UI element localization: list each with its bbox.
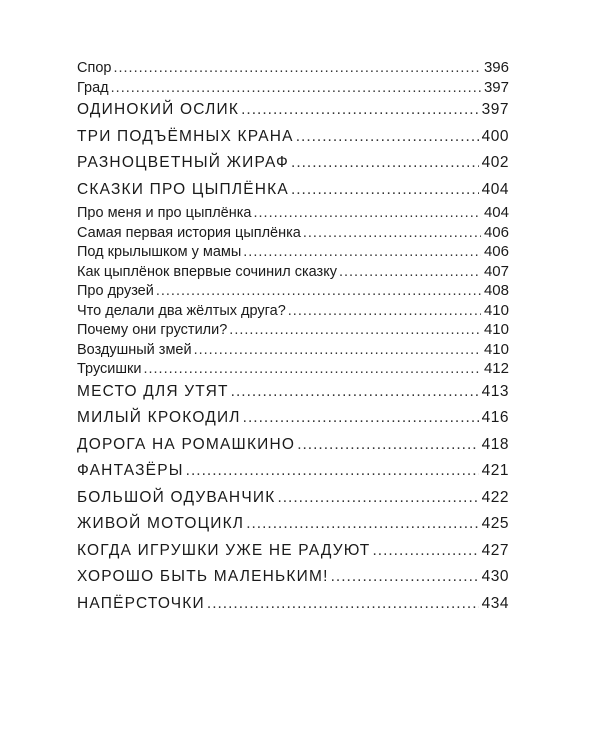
toc-entry-pochemu-grustili xyxy=(77,320,509,340)
dot-leader xyxy=(113,59,481,79)
toc-entry-milyy-krokodil xyxy=(77,405,509,432)
toc-entry-title: ДОРОГА НА РОМАШКИНО xyxy=(77,435,296,453)
toc-entry-kak-cyplenok xyxy=(77,262,509,282)
toc-entry-grad xyxy=(77,78,509,98)
toc-entry-title: Воздушный змей xyxy=(77,341,192,358)
toc-entry-trusishki xyxy=(77,359,509,379)
toc-entry-title: ФАНТАЗЁРЫ xyxy=(77,462,184,479)
toc-entry-title: ТРИ ПОДЪЁМНЫХ КРАНА xyxy=(77,127,294,145)
toc-entry-page: 416 xyxy=(481,409,509,426)
toc-entry-pod-krylyshkom xyxy=(77,242,509,262)
dot-leader xyxy=(246,511,478,538)
dot-leader xyxy=(253,204,480,224)
toc-entry-title: РАЗНОЦВЕТНЫЙ ЖИРАФ xyxy=(77,154,290,171)
toc-entry-naperstochki xyxy=(77,591,509,618)
toc-entry-page: 397 xyxy=(481,101,509,118)
toc-entry-page: 430 xyxy=(481,568,509,585)
dot-leader xyxy=(231,379,479,406)
dot-leader xyxy=(241,97,479,124)
toc-entry-page: 410 xyxy=(483,340,509,358)
dot-leader xyxy=(243,243,481,263)
toc-entry-title: Под крылышком у мамы xyxy=(77,244,242,260)
toc-entry-pro-druzey xyxy=(77,281,509,301)
dot-leader xyxy=(339,263,481,283)
dot-leader xyxy=(372,538,478,565)
toc-entry-page: 434 xyxy=(481,594,509,612)
toc-entry-page: 421 xyxy=(481,462,509,479)
toc-entry-page: 402 xyxy=(481,154,509,171)
toc-entry-page: 396 xyxy=(483,59,509,76)
toc-entry-raznocvetnyy-zhiraf xyxy=(77,150,509,177)
toc-entry-page: 425 xyxy=(481,515,509,532)
toc-entry-page: 400 xyxy=(481,127,509,145)
toc-entry-page: 422 xyxy=(481,488,509,506)
dot-leader xyxy=(297,432,478,459)
toc-entry-page: 397 xyxy=(483,78,509,96)
toc-entry-title: ЖИВОЙ МОТОЦИКЛ xyxy=(77,515,245,532)
toc-entry-page: 412 xyxy=(483,360,509,377)
toc-entry-title: МИЛЫЙ КРОКОДИЛ xyxy=(77,409,241,426)
dot-leader xyxy=(291,150,479,177)
toc-entry-spor xyxy=(77,58,509,78)
dot-leader xyxy=(143,360,481,380)
toc-entry-page: 427 xyxy=(481,541,509,559)
toc-entry-mesto-dlya-utyat xyxy=(77,379,509,406)
toc-entry-kogda-igrushki xyxy=(77,538,509,565)
toc-entry-title: Самая первая история цыплёнка xyxy=(77,224,301,241)
dot-leader xyxy=(194,341,481,361)
toc-entry-title: СКАЗКИ ПРО ЦЫПЛЁНКА xyxy=(77,180,289,198)
dot-leader xyxy=(243,405,479,432)
toc-entry-page: 404 xyxy=(481,180,509,198)
toc-entry-fantazery xyxy=(77,458,509,485)
toc-entry-page: 413 xyxy=(481,382,509,400)
toc-entry-title: Почему они грустили? xyxy=(77,322,228,338)
toc-entry-title: Что делали два жёлтых друга? xyxy=(77,302,286,319)
toc-entry-samaya-pervaya xyxy=(77,223,509,243)
dot-leader xyxy=(111,79,481,99)
toc-entry-page: 406 xyxy=(483,223,509,241)
toc-entry-title: МЕСТО ДЛЯ УТЯТ xyxy=(77,382,229,400)
toc-entry-vozdushnyy-zmey xyxy=(77,340,509,360)
toc-entry-title: КОГДА ИГРУШКИ УЖЕ НЕ РАДУЮТ xyxy=(77,541,371,559)
toc-entry-chto-delali xyxy=(77,301,509,321)
toc-entry-title: Про друзей xyxy=(77,283,154,299)
dot-leader xyxy=(277,485,478,512)
toc-entry-title: Спор xyxy=(77,60,112,76)
toc-entry-page: 404 xyxy=(483,204,509,221)
table-of-contents xyxy=(77,58,509,617)
toc-entry-page: 406 xyxy=(483,243,509,260)
dot-leader xyxy=(156,282,481,302)
toc-entry-doroga-na-romashkino xyxy=(77,432,509,459)
dot-leader xyxy=(207,591,479,618)
toc-entry-title: Трусишки xyxy=(77,361,142,377)
toc-entry-title: Про меня и про цыплёнка xyxy=(77,205,252,221)
dot-leader xyxy=(303,224,481,244)
dot-leader xyxy=(288,302,481,322)
toc-entry-title: Град xyxy=(77,79,109,96)
toc-entry-tri-podyomnyh-krana xyxy=(77,124,509,151)
dot-leader xyxy=(296,124,479,151)
toc-entry-title: БОЛЬШОЙ ОДУВАНЧИК xyxy=(77,488,276,506)
dot-leader xyxy=(331,564,479,591)
toc-entry-bolshoy-oduvanchik xyxy=(77,485,509,512)
toc-entry-page: 418 xyxy=(481,435,509,453)
toc-entry-skazki-pro-cyplenka xyxy=(77,177,509,204)
toc-entry-zhivoy-mototsikl xyxy=(77,511,509,538)
toc-entry-title: НАПЁРСТОЧКИ xyxy=(77,594,205,612)
toc-entry-title: ХОРОШО БЫТЬ МАЛЕНЬКИМ! xyxy=(77,568,329,585)
dot-leader xyxy=(186,458,479,485)
dot-leader xyxy=(291,177,479,204)
toc-entry-title: ОДИНОКИЙ ОСЛИК xyxy=(77,101,240,118)
toc-entry-pro-menya xyxy=(77,203,509,223)
toc-entry-page: 407 xyxy=(483,262,509,280)
dot-leader xyxy=(229,321,481,341)
toc-entry-title: Как цыплёнок впервые сочинил сказку xyxy=(77,263,337,280)
toc-entry-odinokiy-oslik xyxy=(77,97,509,124)
toc-entry-page: 408 xyxy=(483,282,509,299)
toc-entry-page: 410 xyxy=(483,321,509,338)
toc-entry-horosho-byt-malenkim xyxy=(77,564,509,591)
toc-entry-page: 410 xyxy=(483,301,509,319)
